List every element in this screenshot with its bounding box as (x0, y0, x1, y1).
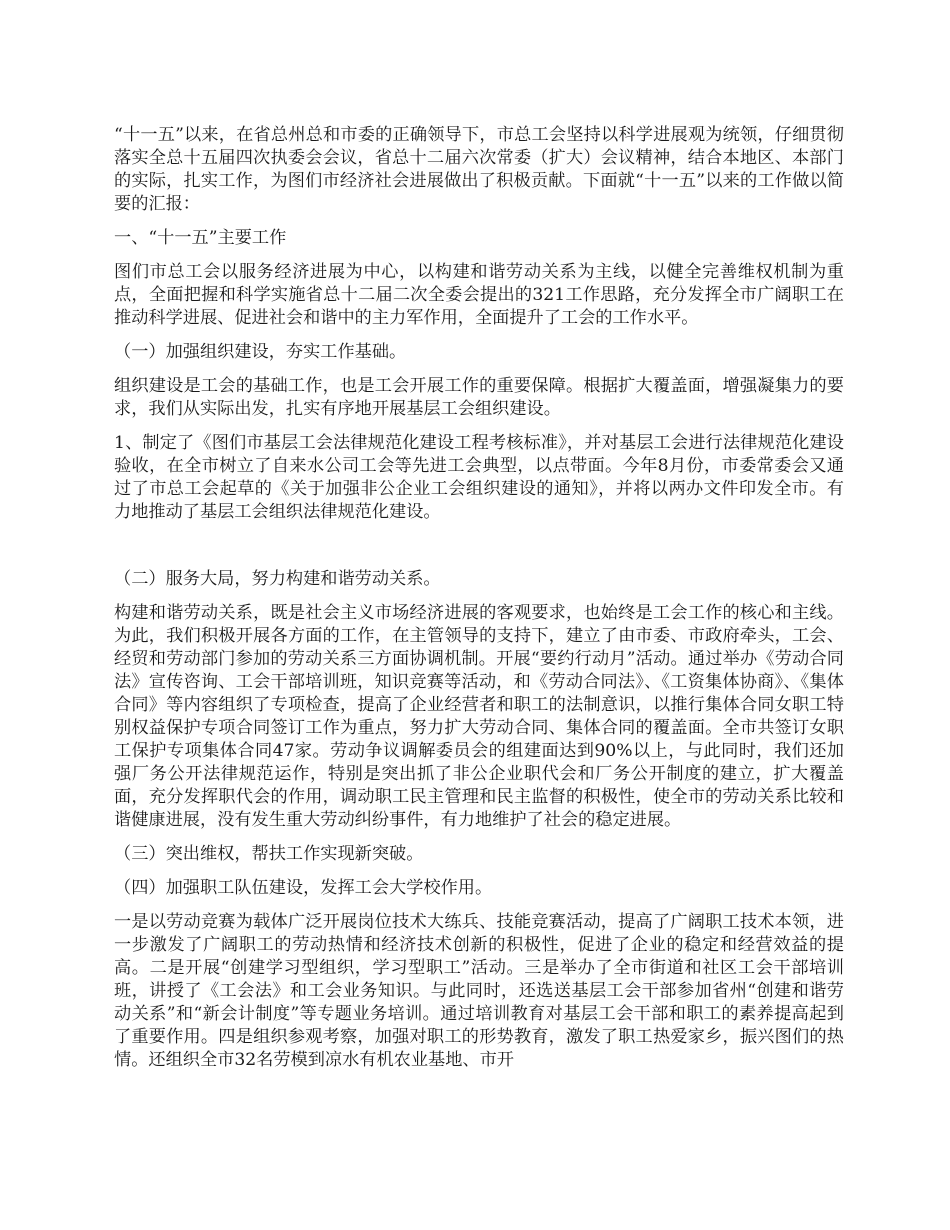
subsection1-paragraph: 组织建设是工会的基础工作，也是工会开展工作的重要保障。根据扩大覆盖面，增强凝集力的要求，我们从实际出发，扎实有序地开展基层工会组织建设。 (114, 376, 844, 419)
section1-heading: 一、“十一五”主要工作 (114, 228, 287, 248)
subsection4-heading: （四）加强职工队伍建设，发挥工会大学校作用。 (114, 878, 493, 898)
section1-paragraph: 图们市总工会以服务经济进展为中心，以构建和谐劳动关系为主线，以健全完善维权机制为重点，全面把握和科学实施省总十二届二次全委会提出的321工作思路，充分发挥全市广阔职工在推动科学进展、促进社会和谐中的主力军作用，全面提升了工会的工作水平。 (114, 262, 844, 328)
intro-paragraph: “十一五”以来，在省总州总和市委的正确领导下，市总工会坚持以科学进展观为统领，仔细贯彻落实全总十五届四次执委会会议，省总十二届六次常委（扩大）会议精神，结合本地区、本部门的实际，扎实工作，为图们市经济社会进展做出了积极贡献。下面就“十一五”以来的工作做以简要的汇报： (114, 125, 844, 214)
document-page (114, 124, 844, 1083)
subsection1-heading: （一）加强组织建设，夯实工作基础。 (114, 342, 407, 362)
subsection2-heading: （二）服务大局，努力构建和谐劳动关系。 (114, 569, 441, 589)
subsection4-paragraph: 一是以劳动竞赛为载体广泛开展岗位技术大练兵、技能竞赛活动，提高了广阔职工技术本领，进一步激发了广阔职工的劳动热情和经济技术创新的积极性，促进了企业的稳定和经营效益的提高。二是开展“创建学习型组织，学习型职工”活动。三是举办了全市街道和社区工会干部培训班，讲授了《工会法》和工会业务知识。与此同时，还选送基层工会干部参加省州“创建和谐劳动关系”和“新会计制度”等专题业务培训。通过培训教育对基层工会干部和职工的素养提高起到了重要作用。四是组织参观考察，加强对职工的形势教育，激发了职工热爱家乡，振兴图们的热情。还组织全市32名劳模到凉水有机农业基地、市开 (114, 912, 844, 1070)
blank-spacer (114, 535, 844, 568)
subsection2-paragraph: 构建和谐劳动关系，既是社会主义市场经济进展的客观要求，也始终是工会工作的核心和主线。为此，我们积极开展各方面的工作，在主管领导的支持下，建立了由市委、市政府牵头，工会、经贸和劳动部门参加的劳动关系三方面协调机制。开展“要约行动月”活动。通过举办《劳动合同法》宣传咨询、工会干部培训班，知识竞赛等活动，和《劳动合同法》、《工资集体协商》、《集体合同》等内容组织了专项检查，提高了企业经营者和职工的法制意识，以推行集体合同女职工特别权益保护专项合同签订工作为重点，努力扩大劳动合同、集体合同的覆盖面。全市共签订女职工保护专项集体合同47家。劳动争议调解委员会的组建面达到90%以上，与此同时，我们还加强厂务公开法律规范运作，特别是突出抓了非公企业职代会和厂务公开制度的建立，扩大覆盖面，充分发挥职代会的作用，调动职工民主管理和民主监督的积极性，使全市的劳动关系比较和谐健康进展，没有发生重大劳动纠纷事件，有力地维护了社会的稳定进展。 (114, 603, 844, 830)
subsection1-item1-paragraph: 1、制定了《图们市基层工会法律规范化建设工程考核标准》，并对基层工会进行法律规范化建设验收，在全市树立了自来水公司工会等先进工会典型，以点带面。今年8月份，市委常委会又通过了市总工会起草的《关于加强非公企业工会组织建设的通知》，并将以两办文件印发全市。有力地推动了基层工会组织法律规范化建设。 (114, 433, 844, 522)
subsection3-heading: （三）突出维权，帮扶工作实现新突破。 (114, 844, 424, 864)
